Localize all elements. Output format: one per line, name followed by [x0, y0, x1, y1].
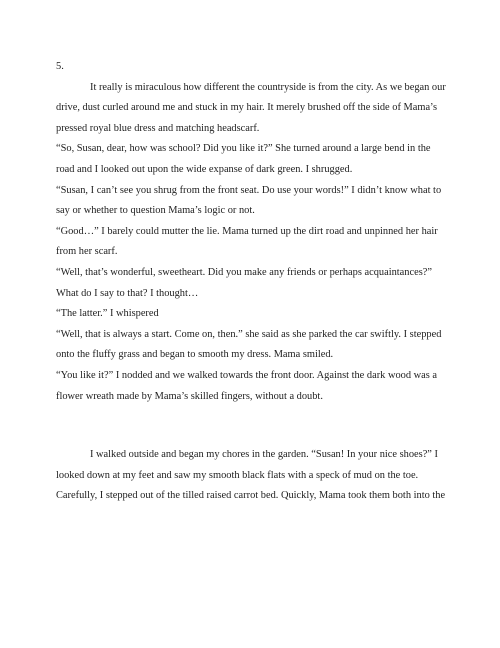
page-number: 5. [56, 61, 64, 72]
paragraph-dialogue: “You like it?” I nodded and we walked towards the front door. Against the dark wood was a flower wreath made by Mama’s skilled fingers, without a doubt. [56, 369, 438, 402]
paragraph-dialogue: “Well, that is always a start. Come on, then.” she said as she parked the car swiftly. I stepped onto the fluffy grass and began to smooth my dress. Mama smiled. [56, 328, 442, 361]
paragraph-opening: It really is miraculous how different the countryside is from the city. As we began our drive, dust curled around me and stuck in my hair. It merely brushed off the side of Mama’s pressed royal blue dress and matching headscarf. [56, 81, 446, 134]
paragraph-dialogue: “So, Susan, dear, how was school? Did you like it?” She turned around a large bend in the road and I looked out upon the wide expanse of dark green. I shrugged. [56, 143, 431, 175]
paragraph-dialogue: “Susan, I can’t see you shrug from the front seat. Do use your words!” I didn’t know what to say or whether to question Mama’s logic or not. [56, 184, 442, 217]
paragraph-dialogue: “Good…” I barely could mutter the lie. Mama turned up the dirt road and unpinned her hair from her scarf. [56, 225, 438, 258]
section-break [56, 407, 446, 445]
paragraph-dialogue: “Well, that’s wonderful, sweetheart. Did you make any friends or perhaps acquaintances?” What do I say to that? I thought… [56, 266, 432, 299]
paragraph-dialogue: “The latter.” I whispered [56, 308, 159, 320]
paragraph-section-two: I walked outside and began my chores in the garden. “Susan! In your nice shoes?” I looked down at my feet and saw my smooth black flats with a speck of mud on the toe. Carefully, I stepped out of the tilled raised carrot bed. Quickly, Mama took them both into the [56, 449, 446, 502]
